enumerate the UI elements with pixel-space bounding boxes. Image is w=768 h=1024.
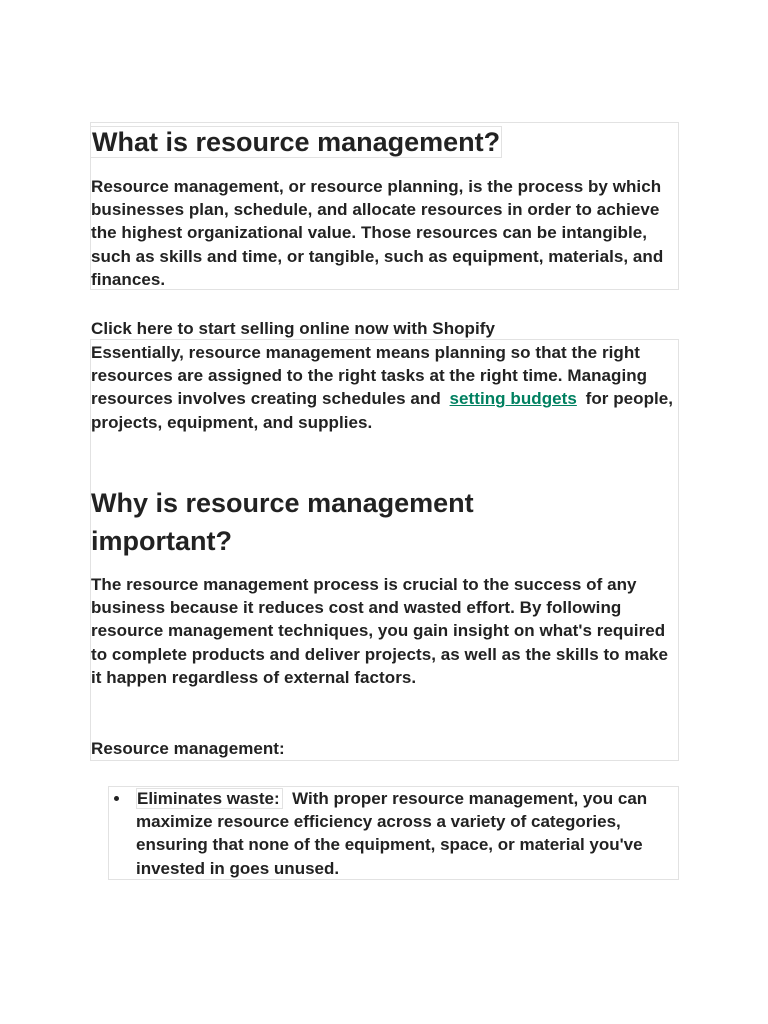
bullet-description: With proper resource management, you can maximize resource efficiency across a variety of categories, ensuring that none of the equipment, space, or material you've invested in goes unused. bbox=[136, 789, 648, 878]
heading-what-is-resource-management: What is resource management? bbox=[92, 127, 501, 157]
list-intro: Resource management: bbox=[91, 739, 285, 758]
setting-budgets-link[interactable]: setting budgets bbox=[449, 389, 577, 409]
paragraph-essentially-start: Essentially, resource management means planning so that the right resources are assigned to the right tasks at the right time. Managing resources involves creating schedules and bbox=[91, 343, 648, 409]
bullet-term: Eliminates waste: bbox=[136, 788, 283, 809]
benefits-list bbox=[108, 787, 673, 880]
paragraph-essentially-end: for people, projects, equipment, and supplies. bbox=[91, 389, 674, 432]
list-item bbox=[108, 787, 673, 880]
paragraph-definition: Resource management, or resource planning, is the process by which businesses plan, schedule, and allocate resources in order to achieve the highest organizational value. Those resources can be intangible, such as skills and time, or tangible, such as equipment, materials, and finances. bbox=[91, 177, 664, 289]
paragraph-why: The resource management process is crucial to the success of any business because it reduces cost and wasted effort. By following resource management techniques, you gain insight on what's required to complete products and deliver projects, as well as the skills to make it happen regardless of external factors. bbox=[91, 575, 669, 687]
bullet-icon bbox=[114, 796, 119, 801]
paragraph-essentially bbox=[91, 341, 676, 434]
heading-why-important: Why is resource management important? bbox=[91, 488, 474, 556]
promo-text[interactable]: Click here to start selling online now with Shopify bbox=[91, 319, 495, 338]
